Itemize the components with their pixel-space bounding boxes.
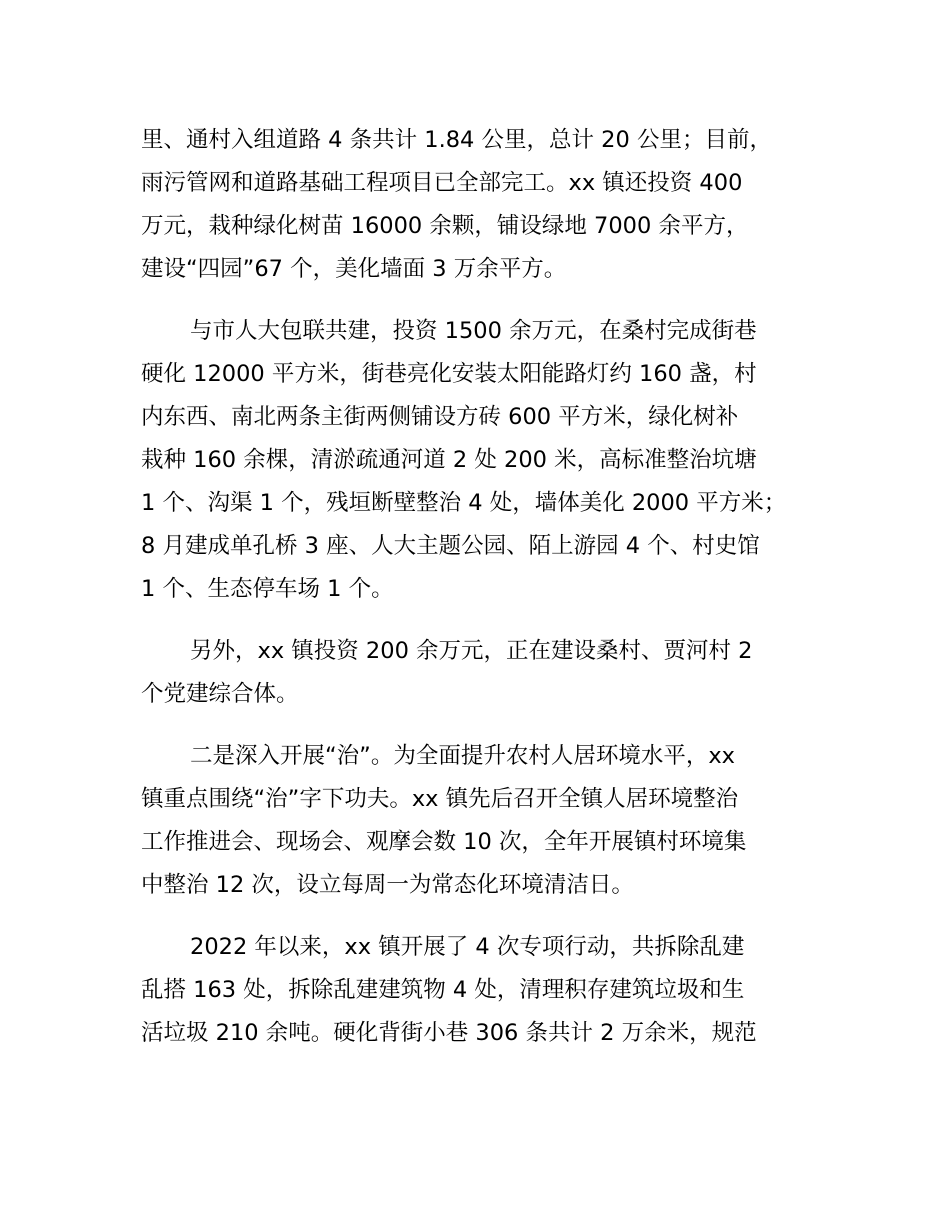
paragraph-line: 1 个、沟渠 1 个，残垣断壁整治 4 处，墙体美化 2000 平方米； xyxy=(141,490,787,516)
paragraph-1 xyxy=(141,119,841,291)
paragraph-line: 另外，xx 镇投资 200 余万元，正在建设桑村、贾河村 2 xyxy=(190,638,753,664)
paragraph-4 xyxy=(141,735,841,907)
paragraph-2 xyxy=(141,310,841,611)
paragraph-line: 1 个、生态停车场 1 个。 xyxy=(141,576,394,602)
paragraph-5 xyxy=(141,926,841,1055)
paragraph-line: 个党建综合体。 xyxy=(141,681,299,707)
paragraph-line: 乱搭 163 处，拆除乱建建筑物 4 处，清理积存建筑垃圾和生 xyxy=(141,977,745,1003)
paragraph-line: 万元，栽种绿化树苗 16000 余颗，铺设绿地 7000 余平方， xyxy=(141,213,749,239)
paragraph-line: 硬化 12000 平方米，街巷亮化安装太阳能路灯约 160 盏，村 xyxy=(141,361,757,387)
paragraph-line: 建设“四园”67 个，美化墙面 3 万余平方。 xyxy=(141,256,567,282)
paragraph-line: 2022 年以来，xx 镇开展了 4 次专项行动，共拆除乱建 xyxy=(190,934,745,960)
paragraph-line: 活垃圾 210 余吨。硬化背街小巷 306 条共计 2 万余米，规范 xyxy=(141,1020,757,1046)
paragraph-line: 二是深入开展“治”。为全面提升农村人居环境水平，xx xyxy=(190,743,735,769)
paragraph-3 xyxy=(141,630,841,716)
paragraph-line: 与市人大包联共建，投资 1500 余万元，在桑村完成街巷 xyxy=(190,318,757,344)
paragraph-line: 工作推进会、现场会、观摩会数 10 次，全年开展镇村环境集 xyxy=(141,829,747,855)
paragraph-line: 栽种 160 余棵，清淤疏通河道 2 处 200 米，高标准整治坑塘 xyxy=(141,447,757,473)
paragraph-line: 雨污管网和道路基础工程项目已全部完工。xx 镇还投资 400 xyxy=(141,170,743,196)
paragraph-line: 8 月建成单孔桥 3 座、人大主题公园、陌上游园 4 个、村史馆 xyxy=(141,533,760,559)
document-body xyxy=(141,119,841,1074)
paragraph-line: 中整治 12 次，设立每周一为常态化环境清洁日。 xyxy=(141,872,634,898)
paragraph-line: 里、通村入组道路 4 条共计 1.84 公里，总计 20 公里；目前， xyxy=(141,127,772,153)
paragraph-line: 镇重点围绕“治”字下功夫。xx 镇先后召开全镇人居环境整治 xyxy=(141,786,739,812)
paragraph-line: 内东西、南北两条主街两侧铺设方砖 600 平方米，绿化树补 xyxy=(141,404,739,430)
